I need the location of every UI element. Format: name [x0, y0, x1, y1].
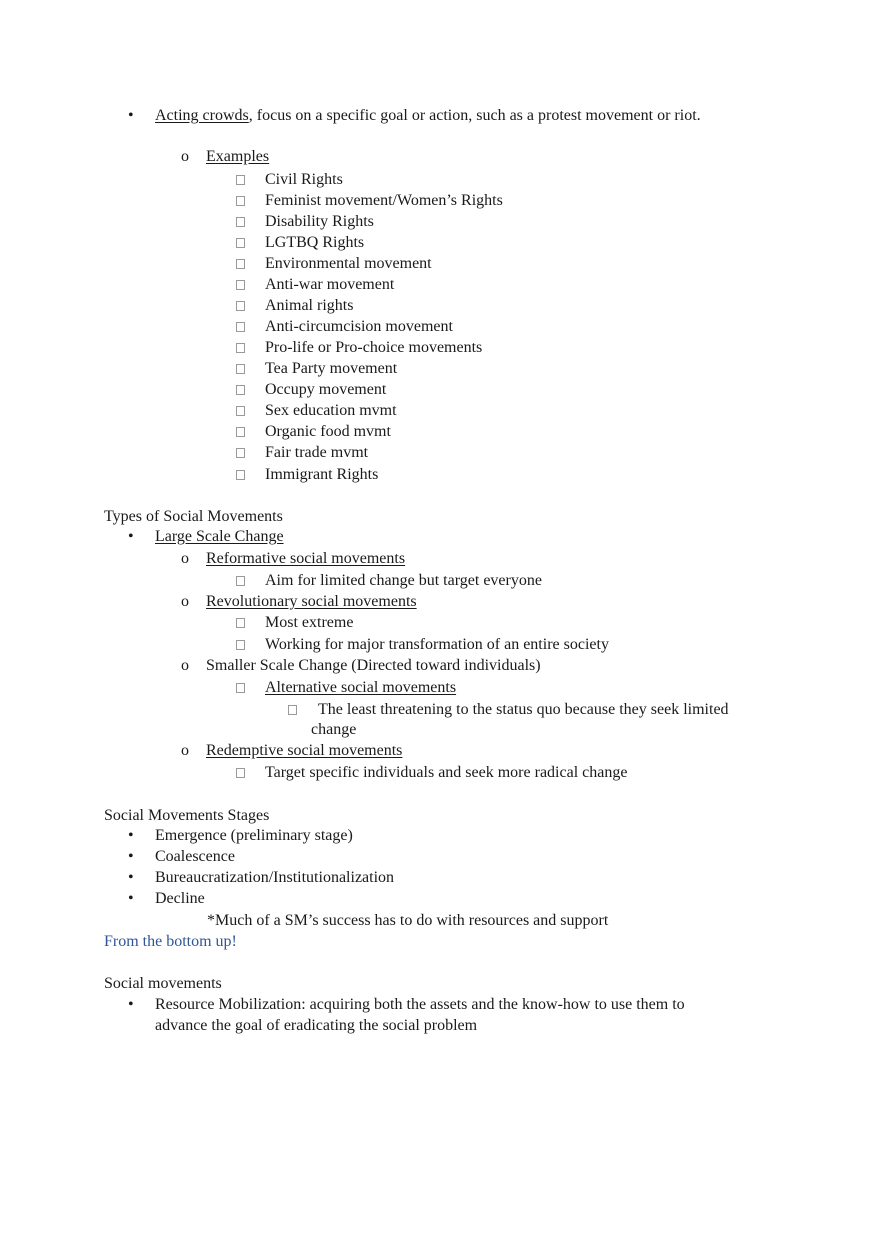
redemptive-point: Target specific individuals and seek more radical change [265, 764, 628, 781]
checkbox-glyph [236, 768, 245, 778]
reformative-point: Aim for limited change but target everyone [265, 572, 542, 589]
checkbox-glyph [236, 259, 245, 269]
checkbox-glyph [236, 301, 245, 311]
checkbox-glyph [236, 175, 245, 185]
checkbox-glyph [236, 343, 245, 353]
resource-mobilization-item-continued: advance the goal of eradicating the social problem [155, 1017, 478, 1034]
acting-crowds-term: Acting crowds [155, 107, 249, 124]
stage-item: Emergence (preliminary stage) [155, 827, 353, 844]
checkbox-glyph [236, 238, 245, 248]
bullet-marker: • [128, 848, 134, 865]
alternative-point: The least threatening to the status quo because they seek limited [318, 701, 729, 718]
checkbox-glyph [288, 705, 297, 715]
checkbox-glyph [236, 448, 245, 458]
example-item: Feminist movement/Women’s Rights [265, 192, 503, 209]
example-item: Disability Rights [265, 213, 374, 230]
redemptive-heading: Redemptive social movements [206, 742, 403, 759]
revolutionary-point: Working for major transformation of an entire society [265, 636, 609, 653]
bullet-marker: • [128, 107, 134, 124]
checkbox-glyph [236, 406, 245, 416]
sub-bullet-marker: o [181, 148, 189, 165]
checkbox-glyph [236, 385, 245, 395]
stages-heading: Social Movements Stages [104, 807, 270, 824]
bullet-marker: • [128, 890, 134, 907]
revolutionary-heading: Revolutionary social movements [206, 593, 417, 610]
checkbox-glyph [236, 427, 245, 437]
example-item: Anti-circumcision movement [265, 318, 453, 335]
sub-bullet-marker: o [181, 657, 189, 674]
checkbox-glyph [236, 196, 245, 206]
revolutionary-point: Most extreme [265, 614, 354, 631]
example-item: Occupy movement [265, 381, 387, 398]
example-item: Anti-war movement [265, 276, 395, 293]
bullet-marker: • [128, 827, 134, 844]
alternative-point-continued: change [311, 721, 357, 738]
smaller-scale-heading: Smaller Scale Change (Directed toward individuals) [206, 657, 541, 674]
example-item: Sex education mvmt [265, 402, 397, 419]
bullet-marker: • [128, 528, 134, 545]
example-item: Immigrant Rights [265, 466, 379, 483]
checkbox-glyph [236, 217, 245, 227]
social-movements-heading: Social movements [104, 975, 222, 992]
checkbox-glyph [236, 364, 245, 374]
bottom-up-text: From the bottom up! [104, 933, 237, 950]
checkbox-glyph [236, 576, 245, 586]
stage-item: Decline [155, 890, 205, 907]
stage-item: Coalescence [155, 848, 235, 865]
bullet-marker: • [128, 869, 134, 886]
stages-note: *Much of a SM’s success has to do with resources and support [207, 912, 609, 929]
checkbox-glyph [236, 470, 245, 480]
acting-crowds-description: , focus on a specific goal or action, such as a protest movement or riot. [248, 107, 701, 124]
sub-bullet-marker: o [181, 742, 189, 759]
checkbox-glyph [236, 640, 245, 650]
example-item: Animal rights [265, 297, 354, 314]
reformative-heading: Reformative social movements [206, 550, 406, 567]
checkbox-glyph [236, 683, 245, 693]
example-item: Pro-life or Pro-choice movements [265, 339, 483, 356]
sub-bullet-marker: o [181, 550, 189, 567]
example-item: LGTBQ Rights [265, 234, 365, 251]
types-heading: Types of Social Movements [104, 508, 283, 525]
example-item: Tea Party movement [265, 360, 398, 377]
alternative-heading: Alternative social movements [265, 679, 457, 696]
stage-item: Bureaucratization/Institutionalization [155, 869, 395, 886]
resource-mobilization-item: Resource Mobilization: acquiring both the assets and the know-how to use them to [155, 996, 685, 1013]
example-item: Fair trade mvmt [265, 444, 369, 461]
examples-label: Examples [206, 148, 270, 165]
checkbox-glyph [236, 280, 245, 290]
example-item: Organic food mvmt [265, 423, 391, 440]
example-item: Environmental movement [265, 255, 432, 272]
sub-bullet-marker: o [181, 593, 189, 610]
bullet-marker: • [128, 996, 134, 1013]
example-item: Civil Rights [265, 171, 343, 188]
checkbox-glyph [236, 618, 245, 628]
large-scale-change: Large Scale Change [155, 528, 284, 545]
checkbox-glyph [236, 322, 245, 332]
acting-crowds-line [155, 106, 701, 126]
